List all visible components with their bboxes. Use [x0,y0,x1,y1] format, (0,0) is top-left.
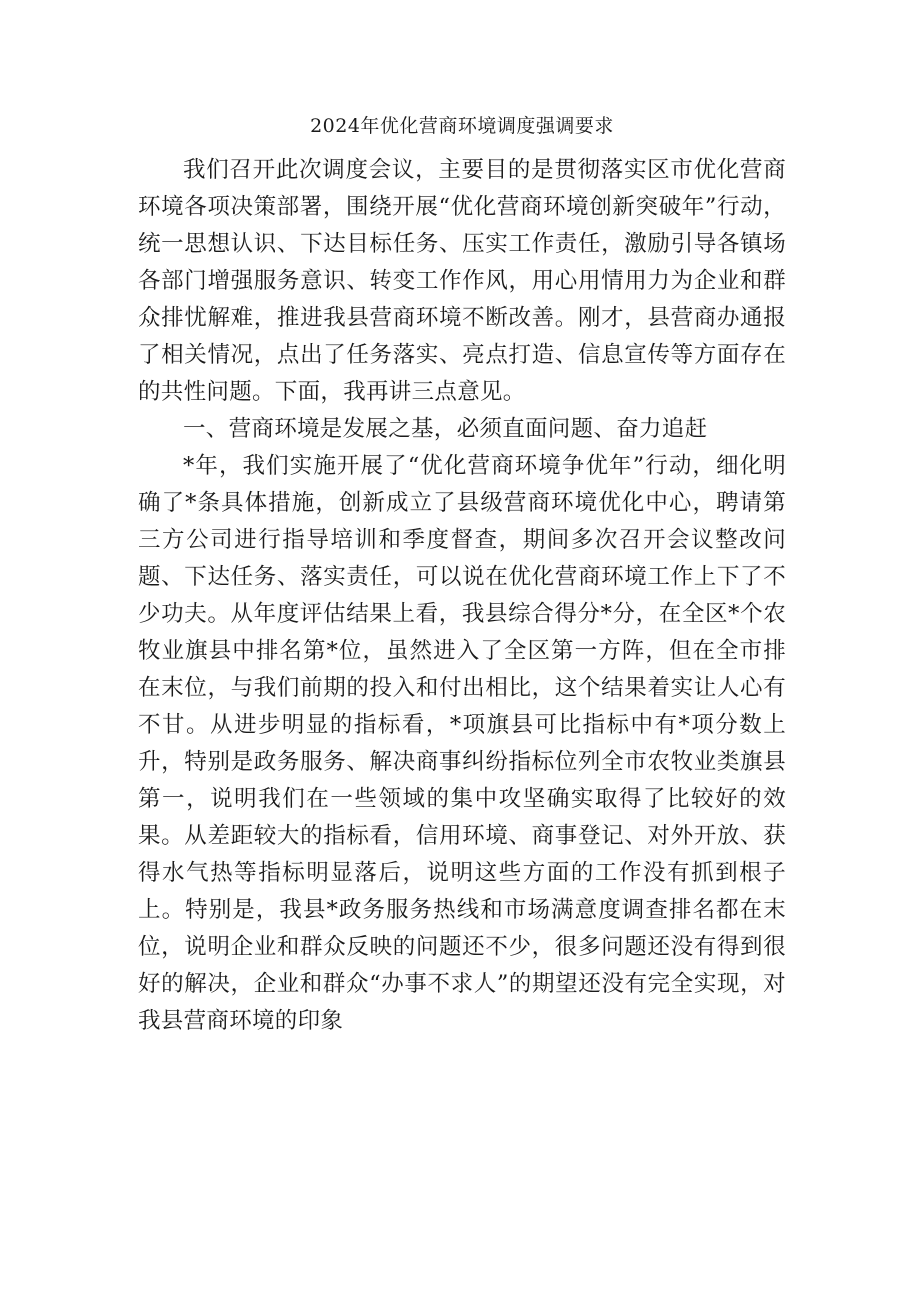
intro-paragraph: 我们召开此次调度会议，主要目的是贯彻落实区市优化营商环境各项决策部署，围绕开展“优化营商环境创新突破年”行动，统一思想认识、下达目标任务、压实工作责任，激励引导各镇场各部门增强服务意识、转变工作作风，用心用情用力为企业和群众排忧解难，推进我县营商环境不断改善。刚才，县营商办通报了相关情况，点出了任务落实、亮点打造、信息宣传等方面存在的共性问题。下面，我再讲三点意见。 [138,157,786,405]
document-title: 2024年优化营商环境调度强调要求 [310,115,614,137]
section-heading: 一、营商环境是发展之基，必须直面问题、奋力追赶 [183,416,708,442]
document-page [138,112,786,1040]
section-body-paragraph: *年，我们实施开展了“优化营商环境争优年”行动，细化明确了*条具体措施，创新成立了县级营商环境优化中心，聘请第三方公司进行指导培训和季度督查，期间多次召开会议整改问题、下达任务、落实责任，可以说在优化营商环境工作上下了不少功夫。从年度评估结果上看，我县综合得分*分，在全区*个农牧业旗县中排名第*位，虽然进入了全区第一方阵，但在全市排在末位，与我们前期的投入和付出相比，这个结果着实让人心有不甘。从进步明显的指标看，*项旗县可比指标中有*项分数上升，特别是政务服务、解决商事纠纷指标位列全市农牧业类旗县第一，说明我们在一些领域的集中攻坚确实取得了比较好的效果。从差距较大的指标看，信用环境、商事登记、对外开放、获得水气热等指标明显落后，说明这些方面的工作没有抓到根子上。特别是，我县*政务服务热线和市场满意度调查排名都在末位，说明企业和群众反映的问题还不少，很多问题还没有得到很好的解决，企业和群众“办事不求人”的期望还没有完全实现，对我县营商环境的印象 [138,453,786,1034]
